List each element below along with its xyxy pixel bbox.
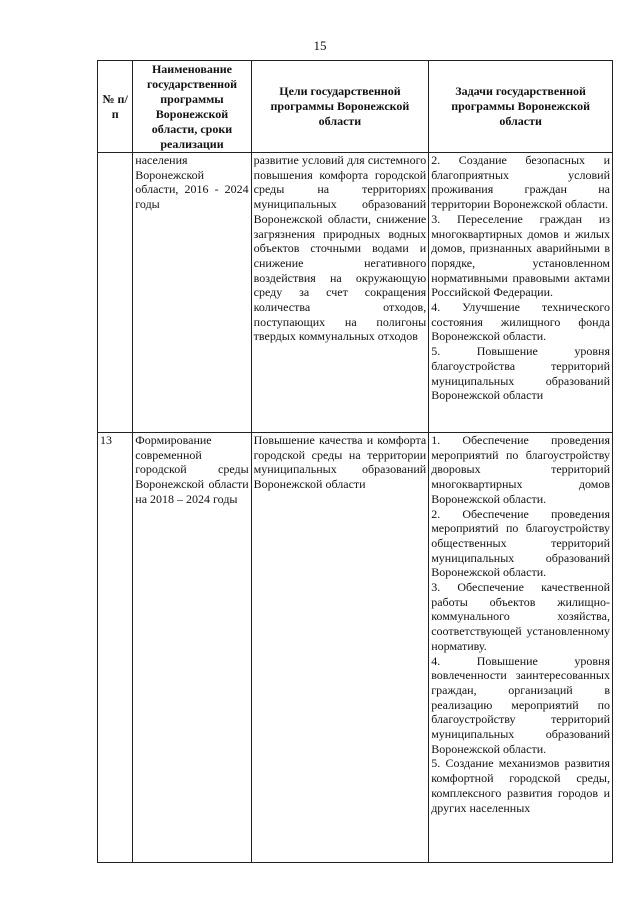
header-goals: Цели государственной программы Воронежской области (251, 61, 429, 153)
row-number: 13 (98, 433, 133, 863)
header-num: № п/п (98, 61, 133, 153)
program-name-cell: населения Воронежской области, 2016 - 2024 годы (133, 153, 251, 433)
table-header-row (98, 61, 613, 153)
task-item: 5. Создание механизмов развития комфортной городской среды, комплексного развития городов и других населенных (431, 756, 610, 815)
header-tasks: Задачи государственной программы Воронежской области (429, 61, 613, 153)
header-program-name: Наименование государственной программы Воронежской области, сроки реализации (133, 61, 251, 153)
table-row (98, 433, 613, 863)
programs-table (97, 60, 613, 863)
task-item: 4. Повышение уровня вовлеченности заинтересованных граждан, организаций в реализацию мероприятий по благоустройству территорий муниципальных образований Воронежской области. (431, 653, 610, 756)
page-number: 15 (313, 38, 327, 53)
row-number (98, 153, 133, 433)
program-name-cell: Формирование современной городской среды Воронежской области на 2018 – 2024 годы (133, 433, 251, 863)
task-item: 2. Создание безопасных и благоприятных условий проживания граждан на территории Воронежской области. (431, 153, 610, 212)
task-item: 1. Обеспечение проведения мероприятий по благоустройству дворовых территорий многоквартирных домов Воронежской области. (431, 433, 610, 506)
task-item: 3. Обеспечение качественной работы объектов жилищно-коммунального хозяйства, соответствующей установленному нормативу. (431, 580, 610, 653)
task-item: 2. Обеспечение проведения мероприятий по благоустройству общественных территорий муниципальных образований Воронежской области. (431, 506, 610, 580)
tasks-cell (429, 433, 613, 863)
task-item: 5. Повышение уровня благоустройства территорий муниципальных образований Воронежской области (431, 344, 610, 403)
tasks-cell (429, 153, 613, 433)
goals-cell: Повышение качества и комфорта городской среды на территории муниципальных образований Воронежской области (251, 433, 429, 863)
goals-cell: развитие условий для системного повышения комфорта городской среды на территориях муниципальных образований Воронежской области, снижение загрязнения природных водных объектов сточными водами и снижение негативного воздействия на окружающую среду за счет сокращения количества отходов, поступающих на полигоны твердых коммунальных отходов (251, 153, 429, 433)
task-item: 4. Улучшение технического состояния жилищного фонда Воронежской области. (431, 300, 610, 344)
table-row (98, 153, 613, 433)
task-item: 3. Переселение граждан из многоквартирных домов и жилых домов, признанных аварийными в порядке, установленном нормативными правовыми актами Российской Федерации. (431, 211, 610, 300)
